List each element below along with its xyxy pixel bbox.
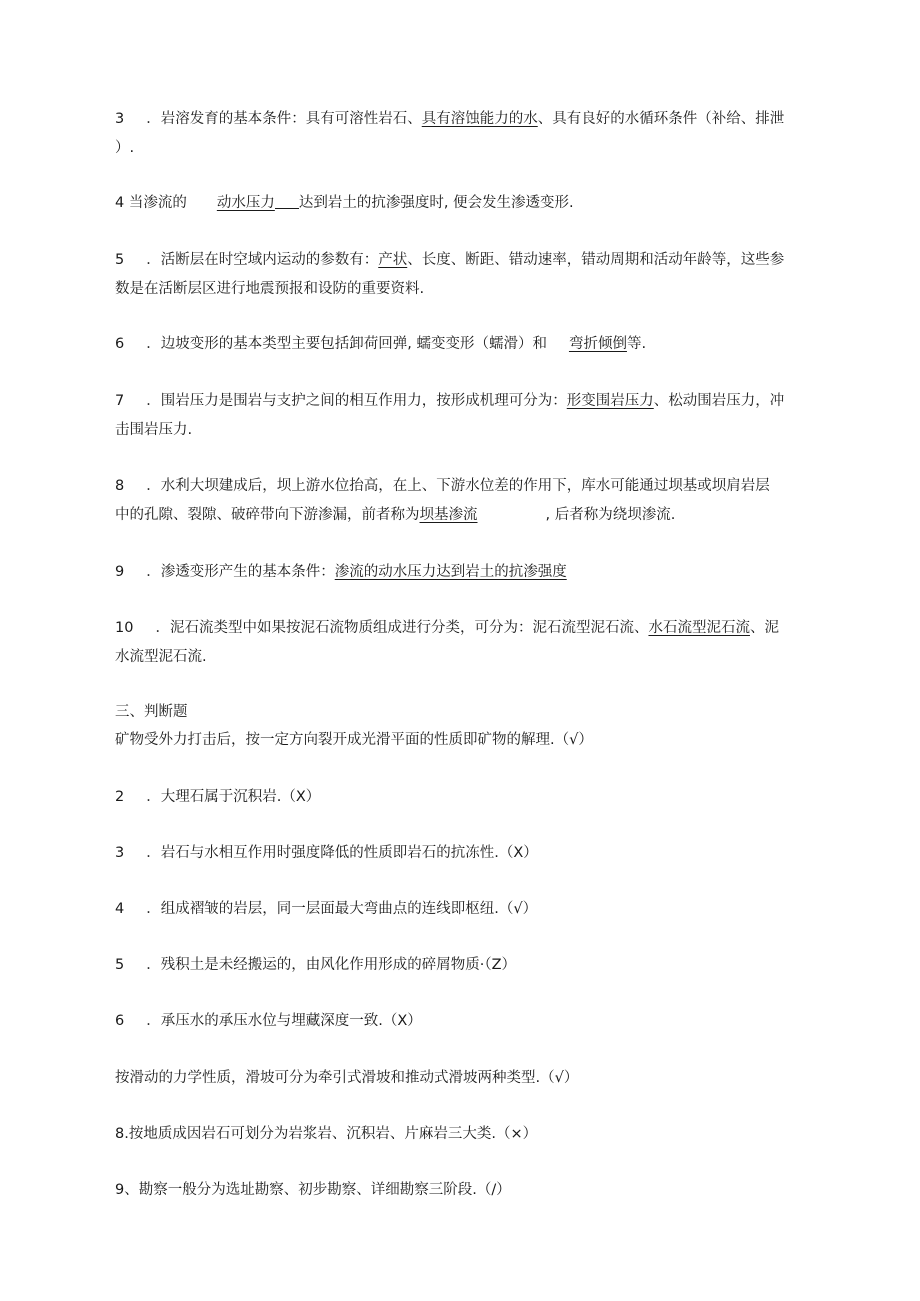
q8-text-a: ．水利大坝建成后，坝上游水位抬高，在上、下游水位差的作用下，库水可能通过坝基或坝肩岩层: [146, 478, 770, 494]
q7-text-b: 、松动围岩压力，冲: [653, 393, 785, 409]
judge-item-7: [115, 1068, 815, 1088]
judge-item-7-text: 按滑动的力学性质，滑坡可分为牵引式滑坡和推动式滑坡两种类型.（√）: [115, 1070, 579, 1086]
judge-item-1-text: 矿物受外力打击后，按一定方向裂开成光滑平面的性质即矿物的解理.（√）: [115, 732, 593, 748]
q9-answer: 渗流的动水压力达到岩土的抗渗强度: [334, 564, 567, 580]
q3-answer: 具有溶蚀能力的水: [421, 111, 538, 127]
judge-item-8-text: 8.按地质成因岩石可划分为岩浆岩、沉积岩、片麻岩三大类.（×）: [115, 1126, 538, 1142]
judge-item-5-number: 5: [115, 957, 125, 973]
judge-item-5-text: ．残积土是未经搬运的，由风化作用形成的碎屑物质·（Z）: [146, 957, 517, 973]
q7-answer: 形变围岩压力: [566, 393, 654, 409]
q3-number: 3: [115, 111, 125, 127]
q10-text-b: 、泥: [749, 620, 779, 636]
judge-item-3-text: ．岩石与水相互作用时强度降低的性质即岩石的抗冻性.（X）: [146, 845, 538, 861]
q3-text-b: 、具有良好的水循环条件（补给、排泄: [537, 111, 785, 127]
q8-text-c: 中的孔隙、裂隙、破碎带向下游渗漏，前者称为: [115, 507, 420, 523]
q7-text-a: ．围岩压力是围岩与支护之间的相互作用力，按形成机理可分为：: [146, 393, 567, 409]
judge-item-8: [115, 1124, 815, 1144]
q8-number: 8: [115, 478, 125, 494]
q10-text-c: 水流型泥石流.: [115, 649, 207, 665]
q4-answer: 动水压力: [216, 195, 275, 211]
q5-answer: 产状: [378, 252, 408, 268]
judge-item-4-number: 4: [115, 901, 125, 917]
q4-text-a: 4 当渗流的: [115, 195, 187, 211]
judge-item-9: [115, 1180, 815, 1200]
fill-q10-line2: [115, 647, 815, 667]
judge-item-2-number: 2: [115, 789, 125, 805]
fill-q8-line2: [115, 505, 815, 525]
q10-text-a: ．泥石流类型中如果按泥石流物质组成进行分类，可分为：泥石流型泥石流、: [155, 620, 649, 636]
q4-text-b: 达到岩土的抗渗强度时, 便会发生渗透变形.: [298, 195, 574, 211]
q9-number: 9: [115, 564, 125, 580]
judge-item-1: [115, 730, 815, 750]
q3-text-a: ．岩溶发育的基本条件：具有可溶性岩石、: [146, 111, 422, 127]
q7-text-c: 击围岩压力.: [115, 422, 193, 438]
fill-q3-line2: [115, 138, 815, 158]
judge-item-4-text: ．组成褶皱的岩层，同一层面最大弯曲点的连线即枢纽.（√）: [146, 901, 538, 917]
judge-item-5: [115, 955, 815, 975]
fill-q8-line1: [115, 476, 815, 496]
fill-q5-line2: [115, 279, 815, 299]
q4-blank-underline: [275, 194, 299, 209]
q10-answer: 水石流型泥石流: [648, 620, 750, 636]
q6-text-b: 等.: [626, 336, 647, 352]
fill-q5-line1: [115, 250, 815, 270]
section-heading: 三、判断题: [115, 704, 188, 720]
q8-answer: 坝基渗流: [419, 507, 478, 523]
judge-item-3-number: 3: [115, 845, 125, 861]
judge-item-3: [115, 843, 815, 863]
q6-answer: 弯折倾倒: [568, 336, 627, 352]
q5-text-b: 、长度、断距、错动速率，错动周期和活动年龄等，这些参: [407, 252, 785, 268]
judge-item-9-text: 9、勘察一般分为选址勘察、初步勘察、详细勘察三阶段.（/）: [115, 1182, 511, 1198]
fill-q7-line1: [115, 391, 815, 411]
fill-q10-line1: [115, 618, 815, 638]
q5-text-a: ．活断层在时空域内运动的参数有：: [146, 252, 379, 268]
q8-text-d: , 后者称为绕坝渗流.: [545, 507, 676, 523]
judge-item-6-number: 6: [115, 1013, 125, 1029]
judge-item-6: [115, 1011, 815, 1031]
fill-q4-line: [115, 193, 815, 213]
q5-number: 5: [115, 252, 125, 268]
judge-item-2: [115, 787, 815, 807]
q6-text-a: ．边坡变形的基本类型主要包括卸荷回弹, 蠕变变形（蠕滑）和: [146, 336, 547, 352]
q7-number: 7: [115, 393, 125, 409]
q3-text-c: ）.: [115, 140, 135, 156]
fill-q6-line: [115, 334, 815, 354]
fill-q3-line1: [115, 109, 815, 129]
judge-item-2-text: ．大理石属于沉积岩.（X）: [146, 789, 321, 805]
fill-q7-line2: [115, 420, 815, 440]
judge-item-6-text: ．承压水的承压水位与埋藏深度一致.（X）: [146, 1013, 422, 1029]
fill-q9-line: [115, 562, 815, 582]
q5-text-c: 数是在活断层区进行地震预报和设防的重要资料.: [115, 281, 425, 297]
q10-number: 10: [115, 620, 134, 636]
q6-number: 6: [115, 336, 125, 352]
judge-item-4: [115, 899, 815, 919]
q9-text-a: ．渗透变形产生的基本条件：: [146, 564, 335, 580]
